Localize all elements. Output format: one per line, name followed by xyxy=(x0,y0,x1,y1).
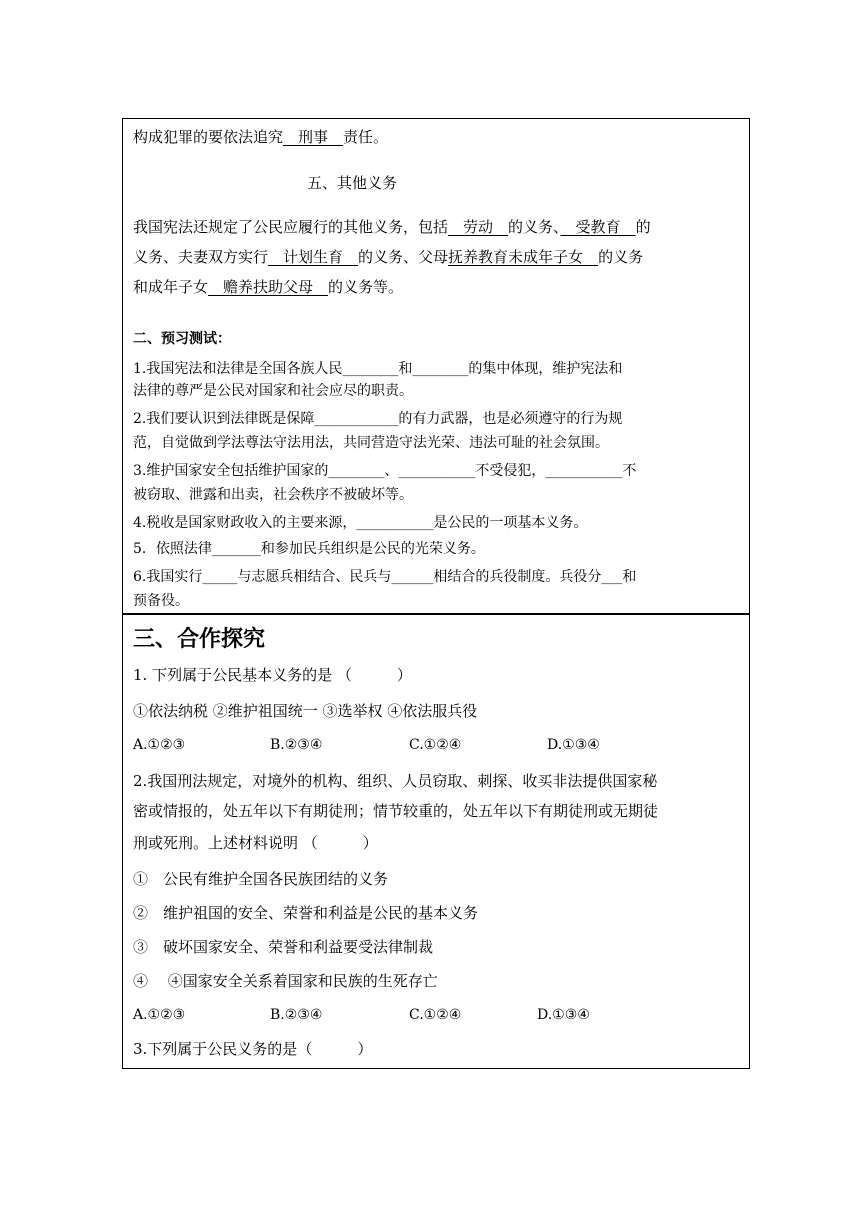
text: 我国宪法还规定了公民应履行的其他义务，包括 xyxy=(133,218,449,236)
option-c: C.①②④ xyxy=(409,737,462,753)
answer-blank: 受教育 xyxy=(560,218,636,236)
question-stem: 密或情报的，处五年以下有期徒刑；情节较重的，处五年以下有期徒刑或无期徒 xyxy=(133,802,659,820)
question-line: 1.我国宪法和法律是全国各族人民________和________的集中体现，维护宪法和 xyxy=(133,361,623,377)
upper-content-box xyxy=(122,118,750,614)
option-b: B.②③④ xyxy=(270,737,323,753)
text: 的义务等。 xyxy=(328,278,404,296)
question-items: ①依法纳税 ②维护祖国统一 ③选举权 ④依法服兵役 xyxy=(133,702,478,720)
question-line: 被窃取、泄露和出卖，社会秩序不被破坏等。 xyxy=(133,487,413,503)
answer-blank: 抚养教育未成年子女 xyxy=(448,248,599,266)
question-line: 预备役。 xyxy=(133,593,189,609)
statement-item: ① 公民有维护全国各民族团结的义务 xyxy=(133,870,389,888)
option-c: C.①②④ xyxy=(409,1007,462,1023)
cooperation-title: 三、合作探究 xyxy=(133,627,266,652)
preview-test-title: 二、预习测试： xyxy=(133,331,231,347)
question-line: 4.税收是国家财政收入的主要来源，___________是公民的一项基本义务。 xyxy=(133,515,588,531)
answer-blank: 刑事 xyxy=(283,128,344,146)
liability-line xyxy=(133,127,741,147)
text: 和成年子女 xyxy=(133,278,209,296)
option-b: B.②③④ xyxy=(270,1007,323,1023)
text: 的义务 xyxy=(598,248,644,266)
answer-blank: 计划生育 xyxy=(268,248,359,266)
option-d: D.①③④ xyxy=(537,1007,590,1023)
statement-item: ④ ④国家安全关系着国家和民族的生死存亡 xyxy=(133,972,438,990)
question-line: 2.我们要认识到法律既是保障____________的有力武器，也是必须遵守的行为规 xyxy=(133,411,623,427)
option-a: A.①②③ xyxy=(133,737,186,753)
question-stem: 3.下列属于公民义务的是（ ） xyxy=(133,1040,373,1058)
question-line: 5．依照法律_______和参加民兵组织是公民的光荣义务。 xyxy=(133,541,485,557)
question-line: 法律的尊严是公民对国家和社会应尽的职责。 xyxy=(133,383,413,399)
question-line: 6.我国实行_____与志愿兵相结合、民兵与______相结合的兵役制度。兵役分___和 xyxy=(133,569,637,585)
question-line: 3.维护国家安全包括维护国家的________、___________不受侵犯，___________不 xyxy=(133,463,637,479)
paragraph-line xyxy=(133,247,741,267)
text: 的义务、 xyxy=(508,218,561,236)
text: 的 xyxy=(635,218,651,236)
statement-item: ② 维护祖国的安全、荣誉和利益是公民的基本义务 xyxy=(133,904,479,922)
lower-content-box xyxy=(122,614,750,1069)
paragraph-line xyxy=(133,277,741,297)
question-stem: 刑或死刑。上述材料说明 （ ） xyxy=(133,834,378,852)
option-a: A.①②③ xyxy=(133,1007,186,1023)
text: 义务、夫妻双方实行 xyxy=(133,248,269,266)
option-d: D.①③④ xyxy=(547,737,600,753)
question-line: 范，自觉做到学法尊法守法用法，共同营造守法光荣、违法可耻的社会氛围。 xyxy=(133,435,609,451)
answer-blank: 劳动 xyxy=(448,218,509,236)
answer-blank: 赡养扶助父母 xyxy=(208,278,329,296)
text: 构成犯罪的要依法追究 xyxy=(133,128,284,146)
paragraph-line xyxy=(133,217,741,237)
statement-item: ③ 破坏国家安全、荣誉和利益要受法律制裁 xyxy=(133,938,434,956)
text: 的义务、父母 xyxy=(358,248,449,266)
question-stem: 2.我国刑法规定，对境外的机构、组织、人员窃取、刺探、收买非法提供国家秘 xyxy=(133,772,658,790)
text: 责任。 xyxy=(343,128,389,146)
section-heading: 五、其他义务 xyxy=(307,174,398,192)
question-stem: 1. 下列属于公民基本义务的是 （ ） xyxy=(133,666,412,684)
